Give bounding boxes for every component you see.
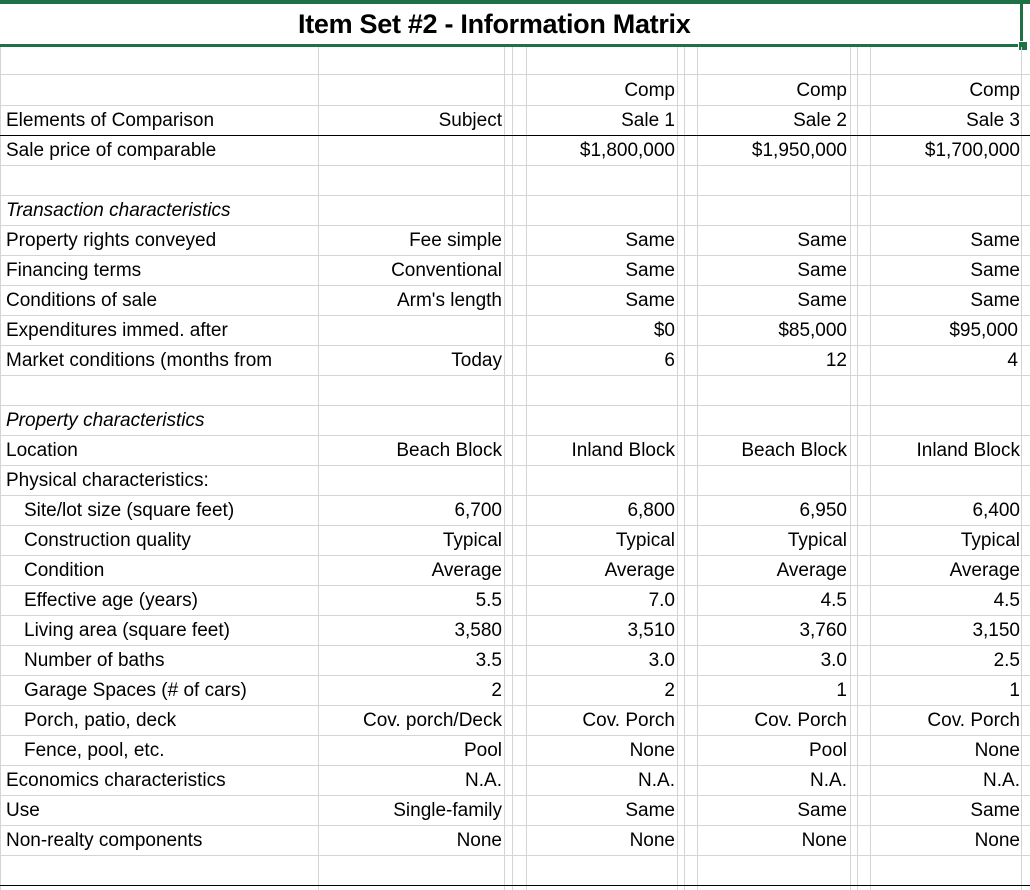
row-label-cell[interactable]: Property rights conveyed <box>6 230 217 251</box>
comp3-cell[interactable] <box>855 196 1020 226</box>
comp1-cell[interactable]: Cov. Porch <box>582 710 675 731</box>
fill-handle[interactable] <box>1018 41 1028 51</box>
comp1-cell[interactable]: Same <box>625 800 675 821</box>
comp3-cell[interactable]: None <box>974 830 1020 851</box>
comp2-cell[interactable]: Same <box>797 230 847 251</box>
row-label-cell[interactable]: Economics characteristics <box>6 770 226 791</box>
subject-cell[interactable]: 3,580 <box>454 620 502 641</box>
subject-cell[interactable]: Pool <box>463 740 502 761</box>
comp3-cell[interactable]: Same <box>970 230 1020 251</box>
comp2-cell[interactable]: Average <box>776 560 847 581</box>
comp1-cell[interactable]: Typical <box>615 530 675 551</box>
comp1-cell[interactable] <box>505 196 675 226</box>
comp1-cell[interactable]: 3.0 <box>648 650 675 671</box>
gridline <box>0 74 1030 75</box>
comp3-cell[interactable]: $95,000 <box>949 320 1018 341</box>
comp3-cell[interactable]: 1 <box>1009 680 1020 701</box>
title-row[interactable] <box>0 4 1030 44</box>
cell-border <box>0 885 1030 886</box>
header-label: Elements of Comparison <box>6 110 215 131</box>
comp3-header-line1: Comp <box>969 80 1020 101</box>
comp2-header-line2: Sale 2 <box>793 110 847 131</box>
comp3-cell[interactable]: Average <box>949 560 1020 581</box>
subject-cell[interactable]: Today <box>451 350 502 371</box>
comp1-cell[interactable]: None <box>629 830 675 851</box>
gridline <box>1021 47 1022 890</box>
comp2-cell[interactable]: $1,950,000 <box>751 140 847 161</box>
row-label-cell[interactable]: Sale price of comparable <box>6 140 217 161</box>
subject-cell[interactable]: Typical <box>442 530 502 551</box>
gridline <box>0 47 1 890</box>
comp3-cell[interactable]: Same <box>970 260 1020 281</box>
subject-cell[interactable]: Beach Block <box>396 440 502 461</box>
gridline <box>850 47 851 890</box>
comp1-cell[interactable]: $0 <box>653 320 675 341</box>
gridline <box>677 47 678 890</box>
comp1-cell[interactable]: Inland Block <box>571 440 675 461</box>
row-label-cell[interactable]: Site/lot size (square feet) <box>24 500 235 521</box>
comp2-cell[interactable]: Pool <box>808 740 847 761</box>
subject-cell[interactable]: 2 <box>491 680 502 701</box>
row-label-cell[interactable]: Porch, patio, deck <box>24 710 177 731</box>
row-label-cell[interactable]: Fence, pool, etc. <box>24 740 165 761</box>
comp2-cell[interactable]: 1 <box>836 680 847 701</box>
comp1-header-line1: Comp <box>624 80 675 101</box>
comp1-cell[interactable]: 6 <box>664 350 675 371</box>
comp2-cell[interactable] <box>680 466 847 496</box>
comp2-cell[interactable]: N.A. <box>810 770 847 791</box>
comp3-cell[interactable]: Cov. Porch <box>927 710 1020 731</box>
comp2-cell[interactable] <box>680 406 847 436</box>
gridline <box>318 47 319 890</box>
comp3-cell[interactable]: Same <box>970 800 1020 821</box>
comp2-cell[interactable]: 3,760 <box>799 620 847 641</box>
comp2-cell[interactable]: 3.0 <box>820 650 847 671</box>
row-label-cell[interactable]: Construction quality <box>24 530 191 551</box>
row-label-cell[interactable]: Use <box>6 800 40 821</box>
subject-cell[interactable]: N.A. <box>465 770 502 791</box>
comp1-cell[interactable]: Same <box>625 290 675 311</box>
comp1-cell[interactable] <box>505 406 675 436</box>
subject-cell[interactable]: None <box>456 830 502 851</box>
comp2-cell[interactable]: Typical <box>787 530 847 551</box>
comp1-cell[interactable]: N.A. <box>638 770 675 791</box>
comp1-header-line2: Sale 1 <box>621 110 675 131</box>
subject-cell[interactable] <box>320 316 502 346</box>
row-label-cell[interactable]: Location <box>6 440 78 461</box>
comp2-cell[interactable]: Beach Block <box>741 440 847 461</box>
comp2-cell[interactable]: 4.5 <box>820 590 847 611</box>
comp1-cell[interactable]: 6,800 <box>627 500 675 521</box>
comp2-cell[interactable]: None <box>801 830 847 851</box>
subject-cell[interactable] <box>320 406 502 436</box>
row-label-cell[interactable]: Garage Spaces (# of cars) <box>24 680 247 701</box>
comp1-cell[interactable]: 2 <box>664 680 675 701</box>
comp2-cell[interactable]: Same <box>797 290 847 311</box>
comp3-cell[interactable]: $1,700,000 <box>924 140 1020 161</box>
row-label-cell[interactable]: Number of baths <box>24 650 165 671</box>
subject-cell[interactable] <box>320 196 502 226</box>
comp2-cell[interactable]: $85,000 <box>778 320 847 341</box>
comp1-cell[interactable]: Same <box>625 260 675 281</box>
comp2-cell[interactable]: 12 <box>825 350 847 371</box>
row-label-cell[interactable]: Expenditures immed. after <box>6 320 228 341</box>
comp3-cell[interactable]: 3,150 <box>972 620 1020 641</box>
comp3-cell[interactable]: None <box>974 740 1020 761</box>
comp3-cell[interactable]: Inland Block <box>916 440 1020 461</box>
comp2-cell[interactable] <box>680 196 847 226</box>
subject-cell[interactable]: Arm's length <box>396 290 502 311</box>
comp1-cell[interactable]: Same <box>625 230 675 251</box>
row-label-cell[interactable]: Conditions of sale <box>6 290 158 311</box>
row-label-cell[interactable]: Living area (square feet) <box>24 620 230 641</box>
comp3-header-line2: Sale 3 <box>966 110 1020 131</box>
subject-cell[interactable]: 6,700 <box>454 500 502 521</box>
comp1-cell[interactable]: None <box>629 740 675 761</box>
comp2-cell[interactable]: Same <box>797 260 847 281</box>
row-label-cell[interactable]: Physical characteristics: <box>6 470 209 491</box>
comp3-cell[interactable]: Typical <box>960 530 1020 551</box>
row-label-cell[interactable]: Market conditions (months from <box>6 350 273 371</box>
comp2-cell[interactable]: Cov. Porch <box>754 710 847 731</box>
comp1-cell[interactable]: Average <box>604 560 675 581</box>
comp1-cell[interactable]: $1,800,000 <box>579 140 675 161</box>
subject-cell[interactable]: Average <box>431 560 502 581</box>
comp3-cell[interactable]: 4.5 <box>993 590 1020 611</box>
comp3-cell[interactable]: 6,400 <box>972 500 1020 521</box>
comp3-cell[interactable]: 4 <box>1007 350 1018 371</box>
subject-cell[interactable]: Fee simple <box>409 230 502 251</box>
subject-cell[interactable] <box>320 136 502 166</box>
comp2-cell[interactable]: Same <box>797 800 847 821</box>
subject-cell[interactable]: 3.5 <box>475 650 502 671</box>
comp3-cell[interactable]: 2.5 <box>993 650 1020 671</box>
row-label-cell[interactable]: Effective age (years) <box>24 590 198 611</box>
row-label-cell[interactable]: Transaction characteristics <box>6 200 231 221</box>
subject-cell[interactable]: Cov. porch/Deck <box>362 710 502 731</box>
row-label-cell[interactable]: Non-realty components <box>6 830 203 851</box>
selection-border <box>1020 4 1023 46</box>
row-label-cell[interactable]: Condition <box>24 560 105 581</box>
comp1-cell[interactable] <box>505 466 675 496</box>
comp1-cell[interactable]: 3,510 <box>627 620 675 641</box>
subject-cell[interactable]: 5.5 <box>475 590 502 611</box>
comp3-cell[interactable] <box>855 466 1020 496</box>
comp2-header-line1: Comp <box>796 80 847 101</box>
subject-header: Subject <box>438 110 502 131</box>
comp3-cell[interactable]: N.A. <box>983 770 1020 791</box>
subject-cell[interactable]: Single-family <box>393 800 502 821</box>
row-label-cell[interactable]: Property characteristics <box>6 410 205 431</box>
row-label-cell[interactable]: Financing terms <box>6 260 142 281</box>
comp1-cell[interactable]: 7.0 <box>648 590 675 611</box>
subject-cell[interactable]: Conventional <box>391 260 502 281</box>
subject-cell[interactable] <box>320 466 502 496</box>
comp3-cell[interactable] <box>855 406 1020 436</box>
comp2-cell[interactable]: 6,950 <box>799 500 847 521</box>
sheet-title: Item Set #2 - Information Matrix <box>298 9 691 39</box>
comp3-cell[interactable]: Same <box>970 290 1020 311</box>
